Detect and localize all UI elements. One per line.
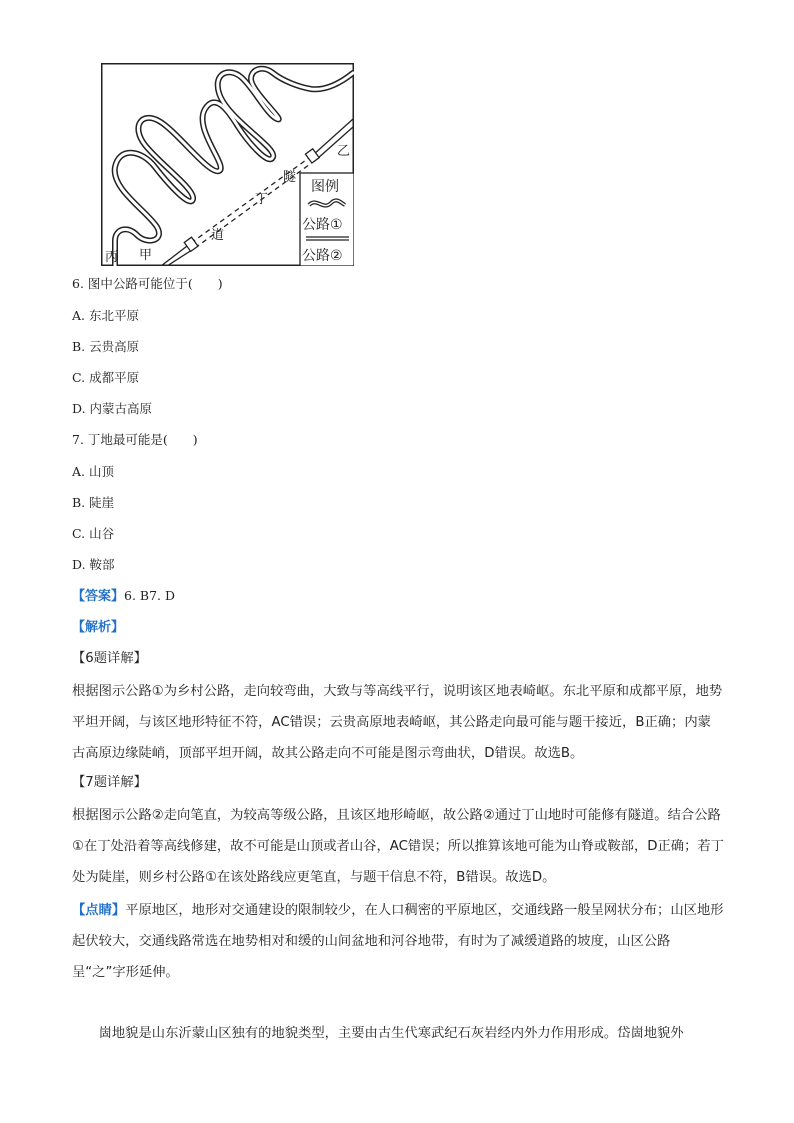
answer-tag: 【答案】: [72, 589, 125, 604]
detail6-title: 【6题详解】: [72, 651, 147, 666]
label-yi: 乙: [337, 144, 351, 159]
label-bing: 丙: [105, 250, 119, 265]
tip-paragraph: [72, 895, 724, 988]
road-map-figure: [101, 63, 354, 266]
detail7-title: 【7题详解】: [72, 775, 147, 790]
next-passage-text: 崮地貌是山东沂蒙山区独有的地貌类型，主要由古生代寒武纪石灰岩经内外力作用形成。岱崮地貌外: [72, 1026, 684, 1041]
label-sui: 隧: [283, 170, 297, 185]
q6-option-a: A. 东北平原: [72, 308, 139, 323]
q7-option-d: D. 鞍部: [72, 557, 115, 572]
detail6-paragraph: [72, 676, 724, 769]
next-passage: [72, 1018, 724, 1049]
label-ding: 丁: [255, 192, 269, 207]
detail7-paragraph: [72, 800, 724, 893]
legend-road2: 公路②: [302, 248, 343, 264]
q6-option-b: B. 云贵高原: [72, 339, 140, 354]
analysis-tag: 【解析】: [72, 620, 125, 635]
tip-tag: 【点睛】: [72, 903, 126, 918]
q7-option-c: C. 山谷: [72, 526, 115, 541]
q7-option-a: A. 山顶: [72, 464, 114, 479]
tip-text: 平原地区，地形对交通建设的限制较少，在人口稠密的平原地区，交通线路一般呈网状分布；山区地形起伏较大，交通线路常选在地势相对和缓的山间盆地和河谷地带，有时为了减缓道路的坡度，山区公路呈“之”字形延伸。: [72, 903, 724, 980]
legend-road1: 公路①: [302, 217, 343, 233]
q7-stem: 7. 丁地最可能是( ): [72, 432, 198, 447]
legend: [300, 173, 354, 266]
legend-title: 图例: [311, 179, 339, 195]
q6-option-d: D. 内蒙古高原: [72, 401, 153, 416]
answer-line: [72, 587, 175, 606]
q6-option-c: C. 成都平原: [72, 370, 140, 385]
analysis-line: [72, 618, 124, 637]
detail6-text: 根据图示公路①为乡村公路，走向较弯曲，大致与等高线平行，说明该区地表崎岖。东北平原和成都平原，地势平坦开阔，与该区地形特征不符，AC错误；云贵高原地表崎岖，其公路走向最可能与题干接近，B正确；内蒙古高原边缘陡峭，顶部平坦开阔，故其公路走向不可能是图示弯曲状，D错误。故选B。: [72, 684, 723, 761]
label-jia: 甲: [139, 248, 153, 263]
q7-option-b: B. 陡崖: [72, 495, 115, 510]
q6-stem: 6. 图中公路可能位于( ): [72, 276, 223, 291]
answer-text: 6. B7. D: [124, 588, 176, 603]
detail7-text: 根据图示公路②走向笔直，为较高等级公路，且该区地形崎岖，故公路②通过丁山地时可能修有隧道。结合公路①在丁处沿着等高线修建，故不可能是山顶或者山谷，AC错误；所以推算该地可能为山脊或鞍部，D正确；若丁处为陡崖，则乡村公路①在该处路线应更笔直，与题干信息不符，B错误。故选D。: [72, 808, 724, 885]
label-dao: 道: [211, 228, 225, 243]
